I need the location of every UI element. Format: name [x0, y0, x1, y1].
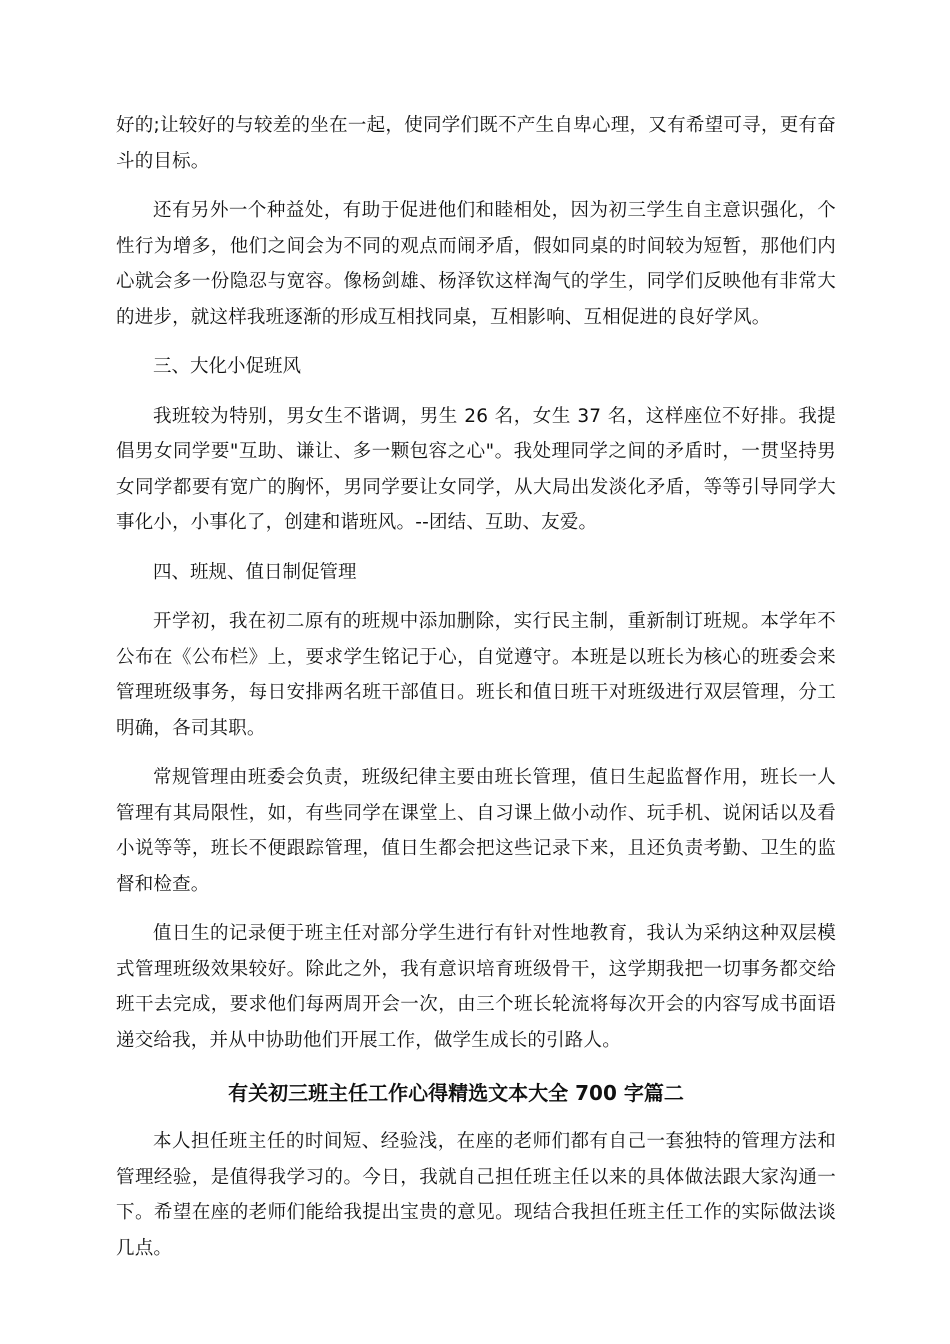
paragraph-benefit: 还有另外一个种益处，有助于促进他们和睦相处，因为初三学生自主意识强化，个性行为增多，他们之间会为不同的观点而闹矛盾，假如同桌的时间较为短暂，那他们内心就会多一份隐忍与宽容。像杨剑雄、杨泽钦这样淘气的学生，同学们反映他有非常大的进步，就这样我班逐渐的形成互相找同桌，互相影响、互相促进的良好学风。: [116, 200, 836, 328]
paragraph-class-style: 我班较为特别，男女生不谐调，男生 26 名，女生 37 名，这样座位不好排。我提倡男女同学要"互助、谦让、多一颗包容之心"。我处理同学之间的矛盾时，一贯坚持男女同学都要有宽广的胸怀，男同学要让女同学，从大局出发淡化矛盾，等等引导同学大事化小，小事化了，创建和谐班风。--团结、互助、友爱。: [116, 405, 836, 533]
article-title: 有关初三班主任工作心得精选文本大全 700 字篇二: [228, 1081, 684, 1105]
paragraph-continuation: 好的;让较好的与较差的坐在一起，使同学们既不产生自卑心理，又有希望可寻，更有奋斗的目标。: [116, 115, 836, 172]
paragraph-class-rules: 开学初，我在初二原有的班规中添加删除，实行民主制，重新制订班规。本学年不公布在《公布栏》上，要求学生铭记于心，自觉遵守。本班是以班长为核心的班委会来管理班级事务，每日安排两名班干部值日。班长和值日班干对班级进行双层管理，分工明确，各司其职。: [116, 611, 836, 739]
paragraph-duty-records: 值日生的记录便于班主任对部分学生进行有针对性地教育，我认为采纳这种双层模式管理班级效果较好。除此之外，我有意识培育班级骨干，这学期我把一切事务都交给班干去完成，要求他们每两周开会一次，由三个班长轮流将每次开会的内容写成书面语递交给我，并从中协助他们开展工作，做学生成长的引路人。: [116, 923, 836, 1051]
section-heading-4: 四、班规、值日制促管理: [153, 561, 357, 583]
paragraph-routine-management: 常规管理由班委会负责，班级纪律主要由班长管理，值日生起监督作用，班长一人管理有其局限性，如，有些同学在课堂上、自习课上做小动作、玩手机、说闲话以及看小说等等，班长不便跟踪管理，值日生都会把这些记录下来，且还负责考勤、卫生的监督和检查。: [116, 767, 836, 895]
section-heading-3: 三、大化小促班风: [153, 356, 302, 377]
document-page: [116, 108, 836, 1266]
paragraph-intro: 本人担任班主任的时间短、经验浅，在座的老师们都有自己一套独特的管理方法和管理经验，是值得我学习的。今日，我就自己担任班主任以来的具体做法跟大家沟通一下。希望在座的老师们能给我提出宝贵的意见。现结合我担任班主任工作的实际做法谈几点。: [116, 1131, 836, 1259]
